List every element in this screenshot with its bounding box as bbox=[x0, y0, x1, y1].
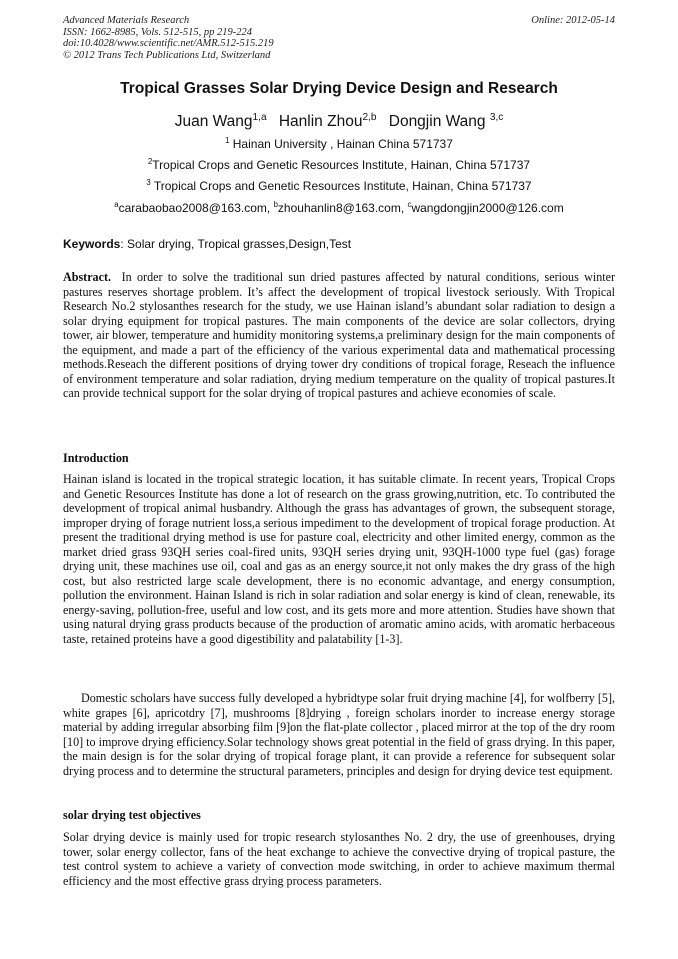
copyright-line: © 2012 Trans Tech Publications Ltd, Switzerland bbox=[63, 49, 271, 61]
introduction-paragraph: Hainan island is located in the tropical strategic location, it has suitable climate. In recent years, Tropical Crops and Genetic Resources Institute has done a lot of research on the grass growing,nutrition, etc. To contributed the development of tropical animal husbandry. Although the grass has advantages of grown, the subsequent storage, improper drying of forage nutrient loss,a serious impediment to the development of tropical forage production. At present the traditional drying method is use for pasture coal, electricity and other limited energy, common as the market dried grass 93QH series coal-fired units, 93QH series drying unit, 93QH-1000 type fuel (gas) forage drying unit, these machines use oil, coal and gas as an energy source,it not only makes the dry grass of the high cost, but also restricted large scale development, there is no economic advantage, and energy consumption, pollution the environment. Hainan Island is rich in solar radiation and solar energy is kind of clean, renewable, its energy-saving, pollution-free, useful and low cost, and its gets more and more attention. Studies have shown that using natural drying grass products because of the production of aromatic amino acids, with aromatic herbaceous taste, retained proteins have a good digestibility and palatability [1-3]. bbox=[63, 472, 615, 647]
doi-line: doi:10.4028/www.scientific.net/AMR.512-515.219 bbox=[63, 38, 274, 49]
abstract-text: In order to solve the traditional sun dried pastures affected by natural conditions, serious winter pastures reserves shortage problem. It’s affect the development of tropical livestock seriously. With Tropical Research No.2 stylosanthes research for the study, we use Hainan island’s abundant solar radiation to design a solar drying equipment for tropical pastures. The main components of the device are solar collectors, drying tower, air blower, temperature and humidity monitoring systems,a preliminary design for the main components of the equipment, and made a part of the efficiency of the various experimental data and mathematical processing methods.Reseach the different positions of drying tower dry conditions of tropical forage, Reseach the influence of environment temperature and solar radiation, drying medium temperature on the quality of tropical pastures.It can provide technical support for the solar drying of tropical pastures and achieve economies of scale. bbox=[63, 270, 615, 401]
section-heading-introduction: Introduction bbox=[63, 451, 129, 465]
author: Hanlin Zhou$^{2,b}$ bbox=[278, 111, 377, 130]
affiliation: $^3$ Tropical Crops and Genetic Resources Institute, Hainan, China 571737 bbox=[146, 178, 532, 193]
abstract bbox=[63, 270, 615, 401]
online-date: Online: 2012-05-14 bbox=[531, 15, 615, 26]
objectives-paragraph: Solar drying device is mainly used for tropic research stylosanthes No. 2 dry, the use of greenhouses, drying tower, solar energy collector, fans of the heat exchange to achieve the convective drying of tropical pasture, the test control system to achieve a variety of convection mode switching, in order to achieve maximum thermal efficiency and the most effective grass drying process parameters. bbox=[63, 830, 615, 888]
keywords bbox=[63, 237, 615, 251]
journal-name: Advanced Materials Research bbox=[63, 15, 190, 26]
author-emails: $^a$carabaobao2008@163.com, $^b$zhouhanlin8@163.com, $^c$wangdongjin2000@126.com bbox=[114, 200, 564, 215]
keywords-label: Keywords bbox=[63, 237, 121, 251]
issn-line: ISSN: 1662-8985, Vols. 512-515, pp 219-224 bbox=[63, 26, 252, 38]
author: Juan Wang$^{1,a}$ bbox=[174, 111, 267, 130]
affiliation: $^2$Tropical Crops and Genetic Resources Institute, Hainan, China 571737 bbox=[147, 157, 531, 172]
section-heading-objectives: solar drying test objectives bbox=[63, 808, 201, 822]
affiliation: $^1$ Hainan University , Hainan China 571737 bbox=[225, 136, 453, 151]
keywords-text: : Solar drying, Tropical grasses,Design,Test bbox=[120, 237, 352, 251]
author-list bbox=[40, 113, 638, 131]
abstract-label: Abstract. bbox=[63, 270, 112, 284]
publication-header bbox=[63, 15, 615, 61]
paper-title: Tropical Grasses Solar Drying Device Design and Research bbox=[120, 80, 558, 97]
introduction-paragraph: Domestic scholars have success fully developed a hybridtype solar fruit drying machine [4], for wolfberry [5], white grapes [6], apricotdry [7], mushrooms [8]drying , foreign scholars inorder to increase energy storage material by adding irregular absorbing film [9]on the flat-plate collector , placed mirror at the top of the dry room [10] to improve drying efficiency.Solar technology shows great potential in the field of grass drying. In this paper, the main design is for the solar drying of tropical forage plant, it can provide a reference for subsequent solar drying process and to determine the structural parameters, principles and design for drying device test equipment. bbox=[63, 691, 615, 778]
author: Dongjin Wang $^{3,c}$ bbox=[388, 111, 504, 130]
